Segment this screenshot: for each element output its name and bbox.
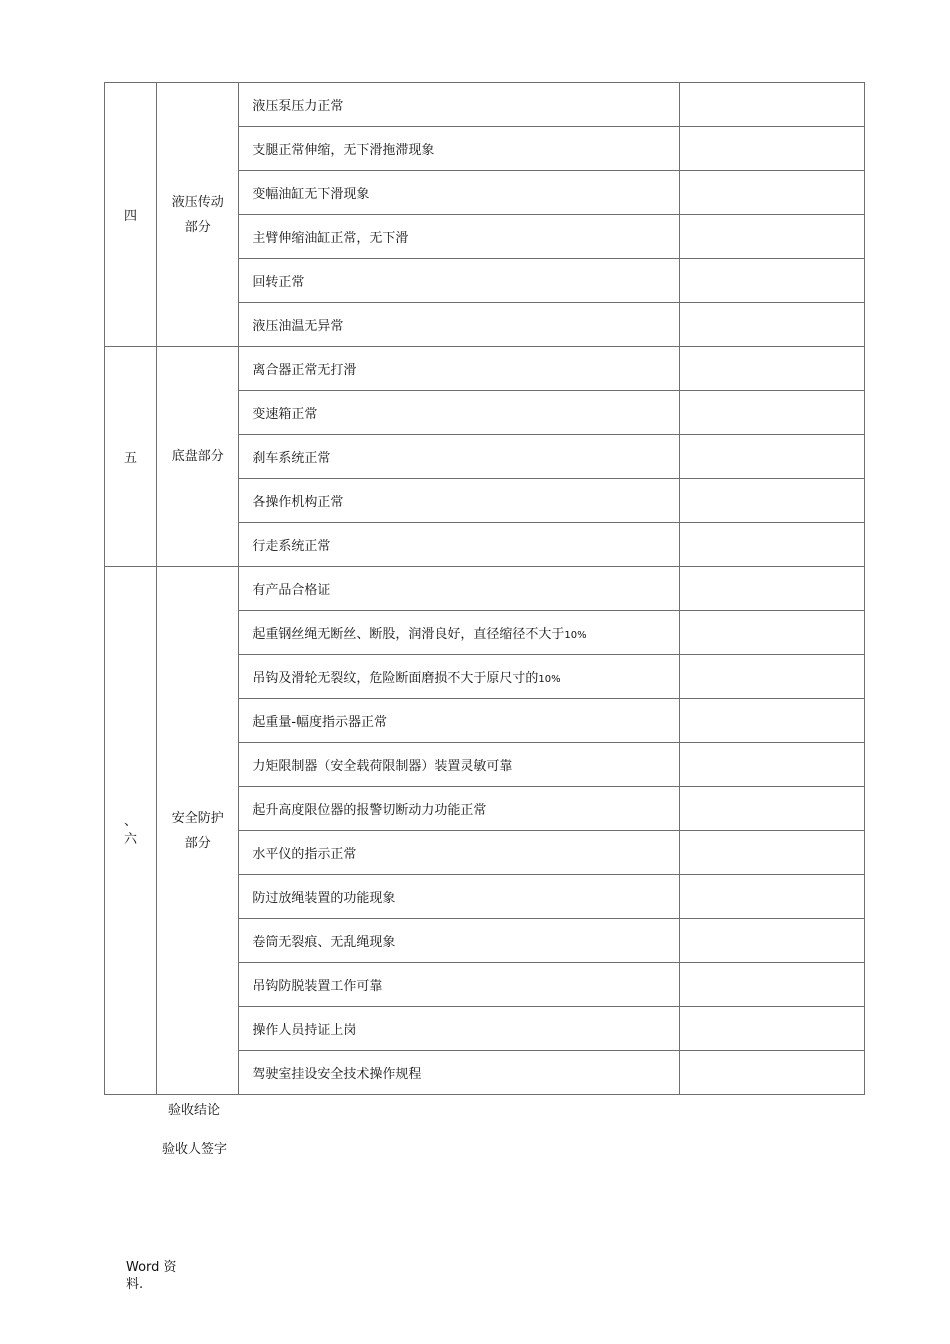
section-number <box>105 567 157 1095</box>
category-label-line2: 部分 <box>184 835 211 851</box>
result-cell[interactable] <box>680 831 865 875</box>
table-row <box>105 347 865 391</box>
section-category <box>157 347 239 567</box>
check-item: 变速箱正常 <box>239 391 680 435</box>
result-cell[interactable] <box>680 83 865 127</box>
page-footer <box>126 1259 177 1293</box>
check-item-value: 10% <box>564 630 587 641</box>
page-footer-line1: Word 资 <box>126 1260 177 1275</box>
check-item <box>239 611 680 655</box>
table-row <box>105 567 865 611</box>
result-cell[interactable] <box>680 171 865 215</box>
result-cell[interactable] <box>680 1051 865 1095</box>
result-cell[interactable] <box>680 743 865 787</box>
result-cell[interactable] <box>680 655 865 699</box>
result-cell[interactable] <box>680 215 865 259</box>
result-cell[interactable] <box>680 875 865 919</box>
category-label-line1: 底盘部分 <box>171 449 224 464</box>
check-item: 起升高度限位器的报警切断动力功能正常 <box>239 787 680 831</box>
result-cell[interactable] <box>680 435 865 479</box>
check-item: 支腿正常伸缩，无下滑拖滞现象 <box>239 127 680 171</box>
check-item: 吊钩防脱装置工作可靠 <box>239 963 680 1007</box>
check-item: 回转正常 <box>239 259 680 303</box>
result-cell[interactable] <box>680 127 865 171</box>
check-item-text: 吊钩及滑轮无裂纹，危险断面磨损不大于原尺寸的 <box>252 671 539 686</box>
inspection-table-container <box>104 82 865 1095</box>
result-cell[interactable] <box>680 963 865 1007</box>
section-category <box>157 83 239 347</box>
check-item: 变幅油缸无下滑现象 <box>239 171 680 215</box>
check-item-text: 起重钢丝绳无断丝、断股，润滑良好，直径缩径不大于 <box>252 627 565 642</box>
section-category <box>157 567 239 1095</box>
check-item: 起重量-幅度指示器正常 <box>239 699 680 743</box>
check-item: 刹车系统正常 <box>239 435 680 479</box>
conclusion-label: 验收结论 <box>168 1103 221 1118</box>
result-cell[interactable] <box>680 699 865 743</box>
check-item: 操作人员持证上岗 <box>239 1007 680 1051</box>
section-number: 五 <box>105 347 157 567</box>
check-item: 有产品合格证 <box>239 567 680 611</box>
check-item: 液压泵压力正常 <box>239 83 680 127</box>
result-cell[interactable] <box>680 259 865 303</box>
signature-label: 验收人签字 <box>162 1142 228 1157</box>
check-item-value: 10% <box>538 674 561 685</box>
check-item <box>239 655 680 699</box>
check-item: 驾驶室挂设安全技术操作规程 <box>239 1051 680 1095</box>
result-cell[interactable] <box>680 523 865 567</box>
result-cell[interactable] <box>680 787 865 831</box>
result-cell[interactable] <box>680 919 865 963</box>
check-item: 行走系统正常 <box>239 523 680 567</box>
check-item: 液压油温无异常 <box>239 303 680 347</box>
check-item: 防过放绳装置的功能现象 <box>239 875 680 919</box>
page-footer-line2: 料. <box>126 1277 144 1292</box>
result-cell[interactable] <box>680 303 865 347</box>
check-item: 各操作机构正常 <box>239 479 680 523</box>
check-item: 主臂伸缩油缸正常，无下滑 <box>239 215 680 259</box>
result-cell[interactable] <box>680 391 865 435</box>
result-cell[interactable] <box>680 567 865 611</box>
category-label-line1: 安全防护 <box>171 810 224 826</box>
result-cell[interactable] <box>680 347 865 391</box>
category-label-line1: 液压传动 <box>171 194 224 210</box>
check-item: 力矩限制器（安全载荷限制器）装置灵敏可靠 <box>239 743 680 787</box>
check-item: 水平仪的指示正常 <box>239 831 680 875</box>
result-cell[interactable] <box>680 479 865 523</box>
section-number: 四 <box>105 83 157 347</box>
check-item: 卷筒无裂痕、无乱绳现象 <box>239 919 680 963</box>
section-number-text: 六 <box>124 831 138 847</box>
table-row <box>105 83 865 127</box>
section-number-mark: 、 <box>124 813 138 829</box>
inspection-table <box>104 82 865 1095</box>
result-cell[interactable] <box>680 611 865 655</box>
check-item: 离合器正常无打滑 <box>239 347 680 391</box>
category-label-line2: 部分 <box>184 219 211 235</box>
result-cell[interactable] <box>680 1007 865 1051</box>
